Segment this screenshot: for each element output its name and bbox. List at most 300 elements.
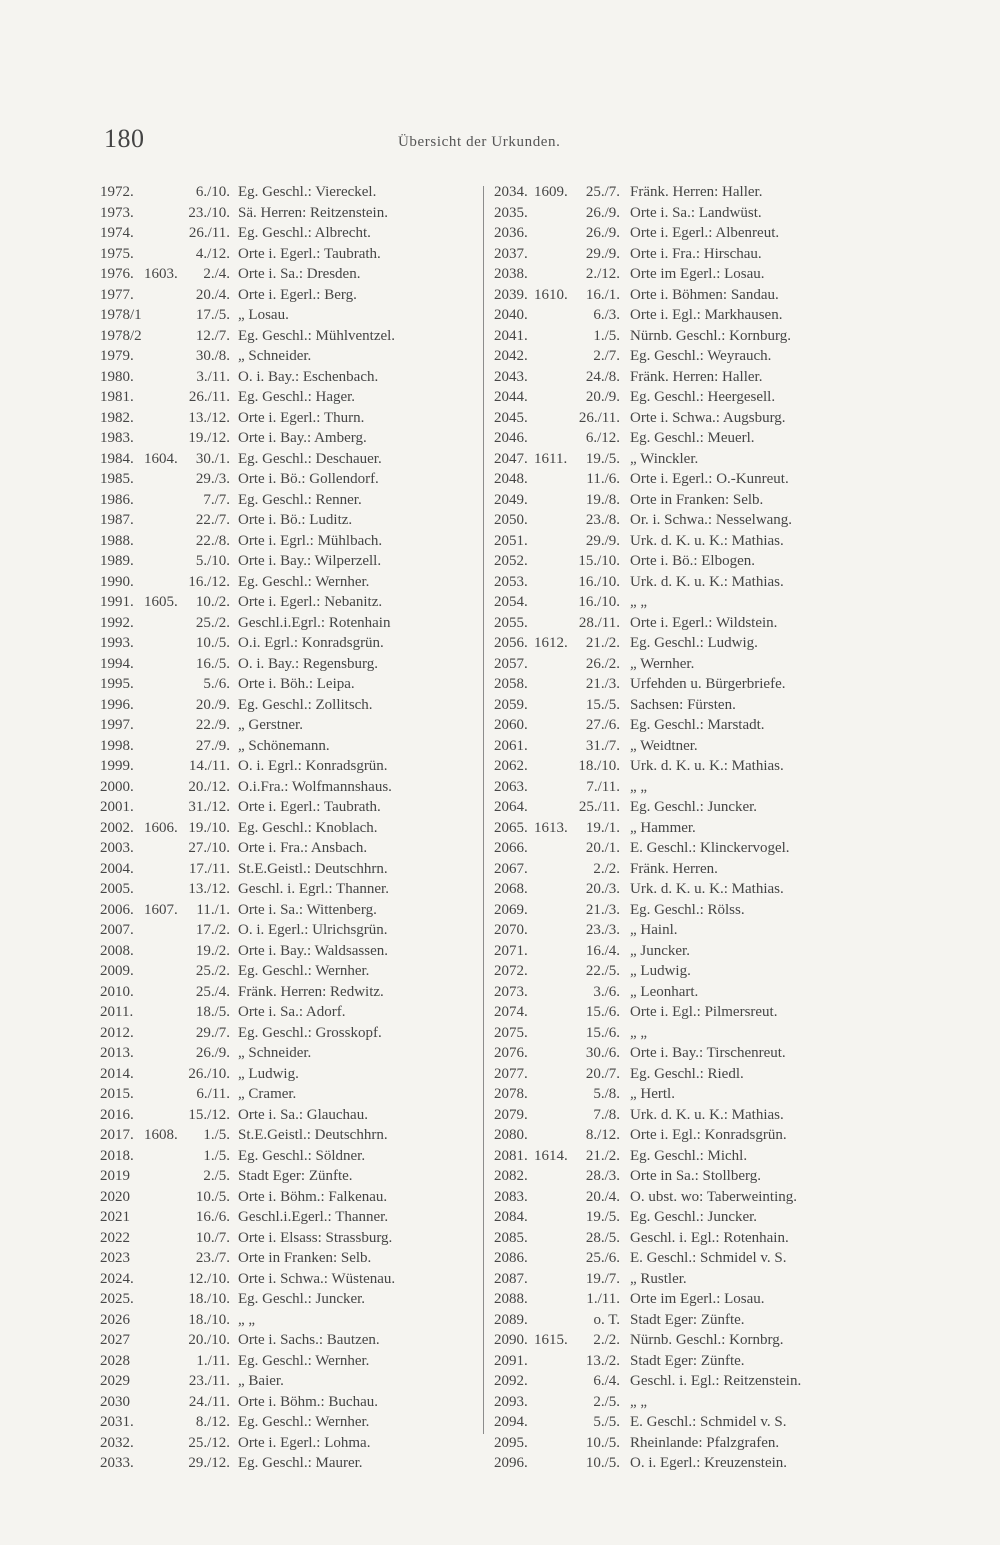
- entry-date: 15./5.: [585, 696, 620, 713]
- entry-number: 2091.: [494, 1352, 528, 1369]
- entry-year: [534, 961, 572, 982]
- entry-number: 1989.: [100, 553, 134, 569]
- entry-year: [144, 1166, 184, 1187]
- entry-number: 2081.: [494, 1147, 528, 1164]
- register-entry: [494, 244, 894, 265]
- entry-description: Eg. Geschl.: Weyrauch.: [630, 348, 772, 364]
- entry-date: 16./10.: [578, 573, 620, 590]
- entry-date: 29./7.: [195, 1024, 230, 1041]
- entry-date: 23./10.: [188, 204, 230, 221]
- entry-description: „ Losau.: [238, 307, 289, 323]
- entry-year: [144, 1187, 184, 1208]
- entry-year: 1608.: [144, 1127, 178, 1143]
- entry-date: 26./9.: [585, 204, 620, 221]
- entry-description: Urfehden u. Bürgerbriefe.: [630, 676, 786, 692]
- entry-year: [144, 531, 184, 552]
- register-entry: [100, 469, 480, 490]
- entry-number: 1995.: [100, 676, 134, 692]
- entry-date: 15./6.: [585, 1004, 620, 1020]
- entry-year: [144, 408, 184, 429]
- entry-description: Fränk. Herren: Haller.: [630, 184, 763, 200]
- register-entry: [100, 1392, 480, 1413]
- entry-date: 30./6.: [585, 1045, 620, 1061]
- entry-date: 16./10.: [578, 594, 620, 610]
- entry-number: 1985.: [100, 471, 134, 487]
- register-entry: [100, 490, 480, 511]
- entry-year: [144, 1084, 184, 1105]
- register-entry: [100, 1371, 480, 1392]
- register-entry: [494, 223, 894, 244]
- entry-year: [144, 1228, 184, 1249]
- entry-description: „ Schneider.: [238, 1045, 312, 1061]
- entry-number: 2085.: [494, 1229, 528, 1246]
- entry-number: 2094.: [494, 1414, 528, 1430]
- entry-year: 1610.: [534, 286, 568, 303]
- entry-year: [534, 428, 572, 449]
- entry-year: [144, 182, 184, 203]
- entry-number: 2090.: [494, 1332, 528, 1348]
- entry-date: 7./7.: [203, 491, 230, 508]
- register-entry: [494, 818, 894, 839]
- entry-date: 18./5.: [195, 1004, 230, 1020]
- entry-number: 2030: [100, 1393, 130, 1410]
- register-entry: [494, 428, 894, 449]
- register-entry: [494, 182, 894, 203]
- entry-description: Eg. Geschl.: Michl.: [630, 1147, 748, 1164]
- register-entry: [100, 1207, 480, 1228]
- entry-date: 11./6.: [586, 471, 620, 487]
- entry-number: 2056.: [494, 635, 528, 651]
- entry-date: 6./12.: [585, 430, 620, 446]
- entry-description: Eg. Geschl.: Viereckel.: [238, 184, 377, 200]
- entry-year: [144, 1105, 184, 1126]
- entry-year: [144, 1269, 184, 1290]
- entry-year: [534, 387, 572, 408]
- entry-date: 2./5.: [203, 1168, 230, 1184]
- entry-year: [534, 1002, 572, 1023]
- register-entry: [100, 264, 480, 285]
- entry-date: 5./8.: [593, 1086, 620, 1102]
- entry-date: 23./3.: [585, 922, 620, 938]
- entry-year: 1611.: [534, 450, 568, 467]
- register-entry: [100, 408, 480, 429]
- entry-description: Orte i. Böhm.: Buchau.: [238, 1393, 378, 1410]
- entry-description: Eg. Geschl.: Renner.: [238, 491, 362, 508]
- entry-number: 2067.: [494, 860, 528, 877]
- entry-year: [534, 695, 572, 716]
- entry-date: 27./9.: [195, 737, 230, 754]
- entry-description: „ Rustler.: [630, 1270, 687, 1287]
- entry-number: 2041.: [494, 327, 528, 344]
- entry-number: 2076.: [494, 1045, 528, 1061]
- entry-number: 2013.: [100, 1045, 134, 1061]
- entry-description: Orte i. Egerl.: Lohma.: [238, 1434, 371, 1451]
- entry-description: „ Juncker.: [630, 942, 690, 959]
- entry-date: 14./11.: [188, 758, 230, 774]
- register-entry: [494, 551, 894, 572]
- register-entry: [100, 1187, 480, 1208]
- entry-year: [534, 1248, 572, 1269]
- register-entry: [494, 1125, 894, 1146]
- entry-number: 2016.: [100, 1106, 134, 1123]
- entry-number: 2012.: [100, 1024, 134, 1041]
- entry-description: Orte i. Sa.: Landwüst.: [630, 204, 762, 221]
- register-entry: [100, 1351, 480, 1372]
- entry-description: Eg. Geschl.: Juncker.: [238, 1291, 366, 1307]
- register-entry: [494, 1084, 894, 1105]
- entry-year: [144, 1002, 184, 1023]
- entry-description: Fränk. Herren: Redwitz.: [238, 983, 384, 1000]
- register-entry: [100, 1002, 480, 1023]
- entry-description: Orte i. Sa.: Glauchau.: [238, 1106, 368, 1123]
- entry-date: 26./10.: [188, 1065, 230, 1082]
- entry-year: [534, 756, 572, 777]
- entry-number: 2084.: [494, 1209, 528, 1225]
- entry-description: St.E.Geistl.: Deutschhrn.: [238, 860, 388, 877]
- entry-number: 1990.: [100, 573, 134, 590]
- entry-description: Geschl.i.Egerl.: Thanner.: [238, 1209, 389, 1225]
- entry-year: [144, 859, 184, 880]
- entry-description: „ Weidtner.: [630, 737, 698, 754]
- entry-year: [534, 531, 572, 552]
- entry-year: [144, 1289, 184, 1310]
- register-entry: [494, 1166, 894, 1187]
- entry-description: Urk. d. K. u. K.: Mathias.: [630, 532, 784, 549]
- register-entry: [100, 1146, 480, 1167]
- page-title: Übersicht der Urkunden.: [398, 134, 561, 150]
- entry-number: 2026: [100, 1311, 130, 1328]
- register-entry: [494, 1453, 894, 1474]
- entry-number: 2083.: [494, 1188, 528, 1205]
- entry-number: 2042.: [494, 348, 528, 364]
- entry-number: 2018.: [100, 1147, 134, 1164]
- entry-number: 1998.: [100, 737, 134, 754]
- entry-description: E. Geschl.: Schmidel v. S.: [630, 1414, 787, 1430]
- register-entry: [494, 1351, 894, 1372]
- entry-number: 2044.: [494, 389, 528, 405]
- entry-date: 31./7.: [585, 737, 620, 754]
- register-entry: [100, 203, 480, 224]
- entry-date: 8./12.: [585, 1127, 620, 1143]
- entry-year: [534, 715, 572, 736]
- entry-number: 2027: [100, 1332, 130, 1348]
- entry-year: [144, 387, 184, 408]
- entry-number: 2080.: [494, 1127, 528, 1143]
- register-entry: [100, 244, 480, 265]
- register-entry: [100, 1228, 480, 1249]
- entry-number: 1981.: [100, 389, 134, 405]
- entry-year: [144, 879, 184, 900]
- entry-number: 2086.: [494, 1250, 528, 1266]
- entry-date: 10./5.: [195, 635, 230, 651]
- register-entry: [100, 941, 480, 962]
- entry-year: [534, 879, 572, 900]
- entry-description: Eg. Geschl.: Ludwig.: [630, 635, 758, 651]
- entry-year: [144, 285, 184, 306]
- entry-description: Eg. Geschl.: Juncker.: [630, 1209, 758, 1225]
- entry-number: 2074.: [494, 1004, 528, 1020]
- register-entry: [100, 1412, 480, 1433]
- entry-date: 24./11.: [188, 1393, 230, 1410]
- entry-date: 10./5.: [585, 1455, 620, 1471]
- entry-year: [144, 551, 184, 572]
- register-entry: [494, 1187, 894, 1208]
- entry-number: 2002.: [100, 819, 134, 836]
- register-entry: [494, 961, 894, 982]
- entry-date: 16./1.: [585, 286, 620, 303]
- entry-description: Orte in Sa.: Stollberg.: [630, 1168, 761, 1184]
- register-entry: [100, 777, 480, 798]
- register-entry: [494, 613, 894, 634]
- entry-description: Stadt Eger: Zünfte.: [238, 1168, 353, 1184]
- entry-number: 2043.: [494, 368, 528, 385]
- entry-description: Orte i. Sa.: Dresden.: [238, 266, 361, 282]
- entry-description: Orte i. Sachs.: Bautzen.: [238, 1332, 380, 1348]
- entry-year: [144, 961, 184, 982]
- entry-year: [534, 1453, 572, 1474]
- entry-year: [144, 1453, 184, 1474]
- entry-date: 23./8.: [585, 512, 620, 528]
- entry-date: 6./10.: [195, 184, 230, 200]
- entry-year: [534, 1084, 572, 1105]
- entry-description: Orte i. Egerl.: Taubrath.: [238, 799, 381, 815]
- entry-date: 15./10.: [578, 553, 620, 569]
- entry-year: [534, 1228, 572, 1249]
- entry-number: 2062.: [494, 758, 528, 774]
- register-entry: [494, 490, 894, 511]
- entry-year: [144, 1207, 184, 1228]
- register-entry: [100, 982, 480, 1003]
- register-entry: [100, 1310, 480, 1331]
- entry-description: Eg. Geschl.: Albrecht.: [238, 225, 371, 241]
- entry-description: Eg. Geschl.: Wernher.: [238, 1414, 370, 1430]
- entry-date: 20./10.: [188, 1332, 230, 1348]
- entry-date: 10./2.: [195, 594, 230, 610]
- entry-year: [144, 1330, 184, 1351]
- entry-year: 1614.: [534, 1147, 568, 1164]
- entry-description: Eg. Geschl.: Heergesell.: [630, 389, 776, 405]
- register-entry: [100, 920, 480, 941]
- entry-date: 5./6.: [203, 676, 230, 692]
- entry-number: 2037.: [494, 245, 528, 262]
- entry-date: 25./2.: [195, 614, 230, 631]
- entry-description: Eg. Geschl.: Maurer.: [238, 1455, 363, 1471]
- entry-date: 13./12.: [188, 881, 230, 897]
- register-entry: [100, 326, 480, 347]
- entry-date: 17./2.: [195, 922, 230, 938]
- entry-number: 1980.: [100, 368, 134, 385]
- entry-description: Orte i. Egl.: Pilmersreut.: [630, 1004, 778, 1020]
- entry-date: 12./7.: [195, 327, 230, 344]
- entry-number: 2072.: [494, 963, 528, 979]
- entry-number: 2093.: [494, 1393, 528, 1410]
- register-entry: [100, 1330, 480, 1351]
- register-entry: [494, 1043, 894, 1064]
- entry-year: [144, 203, 184, 224]
- register-entry: [100, 551, 480, 572]
- register-entry: [494, 982, 894, 1003]
- entry-date: 2./4.: [203, 266, 230, 282]
- register-entry: [494, 633, 894, 654]
- entry-description: „ Hainl.: [630, 922, 678, 938]
- entry-date: 25./6.: [585, 1250, 620, 1266]
- entry-number: 2070.: [494, 922, 528, 938]
- entry-date: 12./10.: [188, 1270, 230, 1287]
- entry-number: 1972.: [100, 184, 134, 200]
- entry-number: 2073.: [494, 983, 528, 1000]
- entry-description: Orte in Franken: Selb.: [630, 491, 764, 508]
- entry-date: 19./8.: [585, 491, 620, 508]
- entry-date: 18./10.: [578, 758, 620, 774]
- entry-date: 26./11.: [188, 225, 230, 241]
- entry-date: 20./9.: [585, 389, 620, 405]
- entry-number: 1978/2: [100, 327, 142, 344]
- entry-number: 2033.: [100, 1455, 134, 1471]
- entry-description: Orte i. Fra.: Hirschau.: [630, 245, 762, 262]
- entry-description: Eg. Geschl.: Wernher.: [238, 963, 370, 979]
- entry-date: 18./10.: [188, 1291, 230, 1307]
- entry-year: [144, 756, 184, 777]
- entry-date: 25./2.: [195, 963, 230, 979]
- register-entry: [494, 756, 894, 777]
- entry-year: [534, 1351, 572, 1372]
- entry-date: 19./5.: [585, 1209, 620, 1225]
- entry-date: 1./11.: [586, 1291, 620, 1307]
- entry-date: 22./9.: [195, 717, 230, 733]
- entry-description: „ „: [238, 1311, 256, 1328]
- entry-number: 2065.: [494, 819, 528, 836]
- entry-number: 2034.: [494, 184, 528, 200]
- entry-date: 29./3.: [195, 471, 230, 487]
- register-entry: [100, 305, 480, 326]
- entry-year: [534, 408, 572, 429]
- register-entry: [494, 695, 894, 716]
- entry-year: [534, 305, 572, 326]
- register-entry: [100, 715, 480, 736]
- entry-description: Orte i. Bö.: Gollendorf.: [238, 471, 379, 487]
- entry-number: 1976.: [100, 266, 134, 282]
- entry-year: [144, 367, 184, 388]
- entry-year: [534, 1310, 572, 1331]
- entry-number: 2008.: [100, 942, 134, 959]
- register-entry: [100, 1125, 480, 1146]
- entry-description: Nürnb. Geschl.: Kornbrg.: [630, 1332, 784, 1348]
- register-entry: [100, 367, 480, 388]
- entry-description: Geschl. i. Egl.: Rotenhain.: [630, 1229, 789, 1246]
- entry-date: 16./5.: [195, 655, 230, 672]
- entry-description: Nürnb. Geschl.: Kornburg.: [630, 327, 791, 344]
- register-entry: [100, 756, 480, 777]
- entry-date: 6./4.: [593, 1373, 620, 1389]
- entry-year: [534, 1023, 572, 1044]
- entry-description: Orte i. Böhm.: Falkenau.: [238, 1188, 388, 1205]
- register-entry: [100, 633, 480, 654]
- entry-number: 2069.: [494, 901, 528, 918]
- entry-date: 26./11.: [188, 389, 230, 405]
- entry-year: [534, 797, 572, 818]
- entry-year: [534, 900, 572, 921]
- entry-year: [534, 346, 572, 367]
- register-entry: [100, 1043, 480, 1064]
- register-entry: [100, 838, 480, 859]
- entry-date: 19./5.: [585, 450, 620, 467]
- entry-year: [534, 510, 572, 531]
- register-entry: [494, 1310, 894, 1331]
- register-entry: [494, 654, 894, 675]
- entry-date: 5./5.: [593, 1414, 620, 1430]
- entry-year: 1613.: [534, 819, 568, 836]
- entry-date: 13./2.: [585, 1352, 620, 1369]
- register-entry: [494, 920, 894, 941]
- entry-number: 2064.: [494, 799, 528, 815]
- entry-date: 28./11.: [578, 614, 620, 631]
- entry-year: [144, 1310, 184, 1331]
- register-entry: [100, 1248, 480, 1269]
- entry-description: Fränk. Herren: Haller.: [630, 368, 763, 385]
- entry-year: [534, 1105, 572, 1126]
- entry-year: [144, 613, 184, 634]
- entry-description: O. i. Egerl.: Kreuzenstein.: [630, 1455, 788, 1471]
- entry-year: [144, 695, 184, 716]
- register-entry: [100, 1023, 480, 1044]
- entry-number: 1975.: [100, 245, 134, 262]
- entry-description: Stadt Eger: Zünfte.: [630, 1352, 745, 1369]
- entry-description: „ „: [630, 1393, 648, 1410]
- entry-description: „ „: [630, 594, 648, 610]
- entry-description: Eg. Geschl.: Knoblach.: [238, 819, 378, 836]
- entry-date: 6./11.: [196, 1086, 230, 1102]
- entry-description: Urk. d. K. u. K.: Mathias.: [630, 573, 784, 590]
- entry-description: Orte i. Schwa.: Augsburg.: [630, 409, 786, 426]
- entry-number: 2029: [100, 1373, 130, 1389]
- register-entry: [494, 1064, 894, 1085]
- entry-number: 2046.: [494, 430, 528, 446]
- entry-year: 1609.: [534, 184, 568, 200]
- entry-date: 10./5.: [585, 1434, 620, 1451]
- entry-description: Orte i. Egerl.: Albenreut.: [630, 225, 780, 241]
- entry-date: 19./12.: [188, 430, 230, 446]
- register-entry: [494, 408, 894, 429]
- register-entry: [100, 1105, 480, 1126]
- entry-description: Orte i. Schwa.: Wüstenau.: [238, 1270, 396, 1287]
- entry-number: 1996.: [100, 696, 134, 713]
- entry-number: 2048.: [494, 471, 528, 487]
- entry-date: 27./6.: [585, 717, 620, 733]
- entry-date: 31./12.: [188, 799, 230, 815]
- register-entry: [100, 1269, 480, 1290]
- register-entry: [100, 1166, 480, 1187]
- entry-date: 1./5.: [203, 1147, 230, 1164]
- entry-year: [534, 1125, 572, 1146]
- entry-year: [534, 777, 572, 798]
- entry-number: 2087.: [494, 1270, 528, 1287]
- entry-date: 30./1.: [195, 450, 230, 467]
- entry-year: [534, 223, 572, 244]
- entry-year: [144, 1023, 184, 1044]
- entry-number: 2095.: [494, 1434, 528, 1451]
- entry-date: 25./12.: [188, 1434, 230, 1451]
- entry-number: 1973.: [100, 204, 134, 221]
- register-entry: [494, 941, 894, 962]
- entry-number: 2040.: [494, 307, 528, 323]
- entry-description: Geschl. i. Egrl.: Thanner.: [238, 881, 389, 897]
- register-entry: [494, 1412, 894, 1433]
- entry-description: Orte i. Elsass: Strassburg.: [238, 1229, 393, 1246]
- entry-year: [534, 1207, 572, 1228]
- register-entry: [494, 1023, 894, 1044]
- entry-description: Eg. Geschl.: Söldner.: [238, 1147, 366, 1164]
- entry-number: 2039.: [494, 286, 528, 303]
